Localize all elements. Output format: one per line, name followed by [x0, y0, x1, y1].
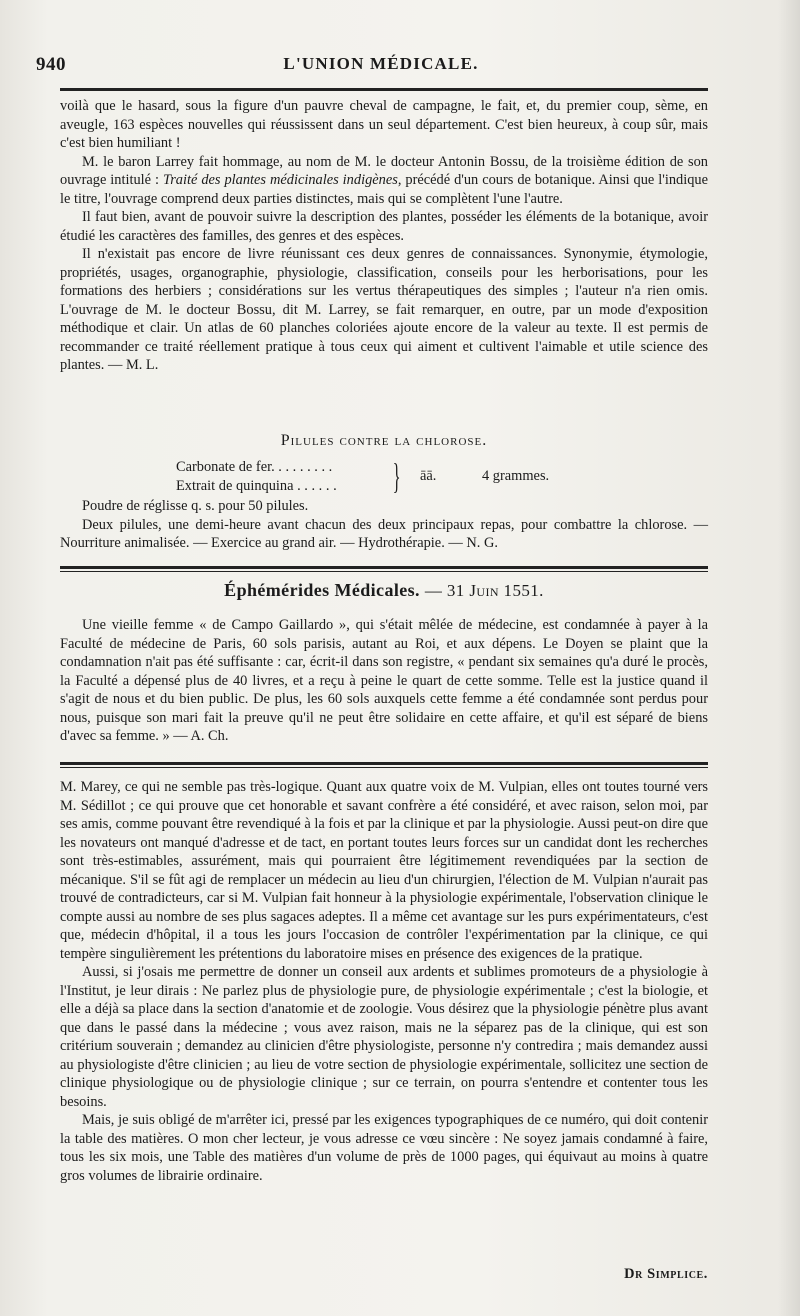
paragraph-larrey	[60, 153, 708, 209]
running-title: L'UNION MÉDICALE.	[283, 54, 479, 73]
pilules-heading: Pilules contre la chlorose.	[280, 432, 488, 449]
rule-feuilleton-top-thin	[60, 767, 708, 768]
feuilleton-paragraph: Mais, je suis obligé de m'arrêter ici, pressé par les exigences typographiques de ce numéro, qui doit contenir la table des matières. O mon cher lecteur, je vous adresse ce vœu sincère : Ne soyez jamais condamné à faire, tous les six mois, une Table des matières d'un volume de près de 1000 pages, qui équivaut au moins à quatre gros volumes de librairie ordinaire.	[60, 1112, 708, 1184]
dose-abbrev: āā.	[420, 468, 437, 484]
ingredient-fer: Carbonate de fer. . . . . . . . .	[176, 459, 333, 475]
rule-feuilleton-top	[60, 762, 708, 765]
ephemerides-date: — 31 Juin 1551.	[424, 581, 544, 600]
rule-ephemerides-top-thin	[60, 571, 708, 572]
ingredient-quinquina: Extrait de quinquina . . . . . .	[176, 477, 337, 494]
page-number: 940	[36, 54, 66, 75]
paragraph-botanique: Il faut bien, avant de pouvoir suivre la description des plantes, posséder les éléments de la botanique, avoir étudié les caractères des familles, des genres et des espèces.	[60, 209, 708, 244]
page-header	[36, 54, 726, 84]
larrey-intro: M. le baron Larrey fait hommage, au nom de M. le docteur Antonin Bossu, de la troisième édition de son ouvrage intitulé :	[60, 153, 708, 188]
header-rule	[60, 88, 708, 91]
paragraph-ouvrage: Il n'existait pas encore de livre réunissant ces deux genres de connaissances. Synonymie, étymologie, propriétés, usages, organographie, physiologie, classification, conseils pour les herborisations, pour les formations des herbiers ; considérations sur les vertus thérapeutiques des simples ; l'auteur n'a rien omis. L'ouvrage de M. le docteur Bossu, dit M. Larrey, se fait remarquer, en outre, par un mode d'exposition méthodique et clair. Un atlas de 60 planches coloriées ajoute encore de la valeur au texte. Il est permis de recommander ce traité réellement pratique à tous ceux qui aiment et cultivent l'aimable et utile science des plantes. — M. L.	[60, 246, 708, 373]
brace-icon: }	[392, 456, 401, 496]
ephemerides-name: Éphémérides Médicales.	[224, 580, 420, 600]
ephemerides-body	[60, 616, 708, 746]
ingredient-row	[176, 477, 656, 496]
larrey-after-title: , précédé d'un cours de botanique. Ainsi que l'indique le titre, l'ouvrage comprend deux parties distinctes, mais qui se complètent l'une l'autre.	[60, 172, 708, 207]
rule-ephemerides-top	[60, 566, 708, 569]
powder-line: Poudre de réglisse q. s. pour 50 pilules.	[82, 498, 309, 514]
feuilleton-paragraph: Aussi, si j'osais me permettre de donner un conseil aux ardents et sublimes promoteurs de a physiologie à l'Institut, je leur dirais : Ne parlez plus de physiologie pure, de physiologie expérimentale ; c'est la biologie, et elle a déjà sa place dans la section d'anatomie et de zoologie. Vous désirez que la physiologie pénètre plus avant que dans le passé dans la médecine ; vous avez raison, mais ne la séparez pas de la clinique, qui est son critérium souverain ; demandez au clinicien d'être physiologiste, personne n'y contredira ; mais demandez aussi au physiologiste d'être clinicien ; au lieu de votre section de physiologie expérimentale, sollicitez une section de clinique physiologique ou de physiologie clinique ; sur ce terrain, on pourra s'entendre et contenter tous les besoins.	[60, 964, 708, 1110]
section-botany	[60, 97, 708, 375]
paragraph-hasard: voilà que le hasard, sous la figure d'un pauvre cheval de campagne, le fait, et, du premier coup, sème, en aveugle, 163 espèces nouvelles qui réussissent dans un seul département. C'est bien heureux, à coup sûr, mais c'est bien humiliant !	[60, 98, 708, 151]
dose-amount: 4 grammes.	[482, 468, 550, 484]
signature: Dr Simplice.	[624, 1266, 708, 1282]
ephemerides-text: Une vieille femme « de Campo Gaillardo », qui s'était mêlée de médecine, est condamnée à payer à la Faculté de médecine de Paris, 60 sols parisis, autant au Roi, et aux dépens. Le Doyen se plaint que la condamnation n'ait pas été suffisante : car, écrit-il dans son registre, « pendant six semaines qu'a duré le procès, la Faculté a dépensé plus de 40 livres, et a reçu à peine le quart de cette somme. Telle est la justice quand il s'agit de nous et du bien public. De plus, les 60 sols auxquels cette femme a été condamnée sont perdus pour nous, puisque son mari fait la preuve qu'il ne peut être solidaire en cette affaire, et qu'il est séparé de biens d'avec sa femme. » — A. Ch.	[60, 617, 708, 744]
ephemerides-title	[60, 580, 708, 601]
pilules-instructions: Deux pilules, une demi-heure avant chacun des deux principaux repas, pour combattre la chlorose. — Nourriture animalisée. — Exercice au grand air. — Hydrothérapie. — N. G.	[60, 516, 708, 551]
book-title: Traité des plantes médicinales indigènes	[162, 172, 398, 188]
pilules-text	[60, 497, 708, 553]
feuilleton-paragraph: M. Marey, ce qui ne semble pas très-logique. Quant aux quatre voix de M. Vulpian, elles ont toutes tourné vers M. Sédillot ; ce qui prouve que cet honorable et savant confrère a été considéré, et avec raison, selon moi, par ses amis, comme pouvant être revendiqué à la fois et par la clinique et par la physiologie. Aussi peut-on dire que les novateurs ont manqué d'adresse et de tact, en portant toutes leurs forces sur un candidat dont les recherches sont très-estimables, assurément, mais qui pourraient être légitimement revendiquées par la section de mécanique. S'il se fût agi de remplacer un médecin au lieu d'un chirurgien, l'élection de M. Vulpian n'aurait pas trouvé de contradicteurs, car si M. Vulpian fait honneur à la physiologie expérimentale, l'observation clinique le compte aussi au nombre de ses plus sagaces adeptes. Il a même cet avantage sur les purs expérimentateurs, c'est que, médecin d'hôpital, il a tous les jours l'occasion de contrôler l'expérimentation par la clinique, ce qui tempère singulièrement les prétentions du laboratoire mises en présence des exigences de la pratique.	[60, 779, 708, 962]
feuilleton-body	[60, 778, 708, 1185]
recipe-block	[176, 458, 656, 495]
ingredient-row	[176, 458, 656, 477]
page-edge-shadow	[778, 0, 800, 1316]
